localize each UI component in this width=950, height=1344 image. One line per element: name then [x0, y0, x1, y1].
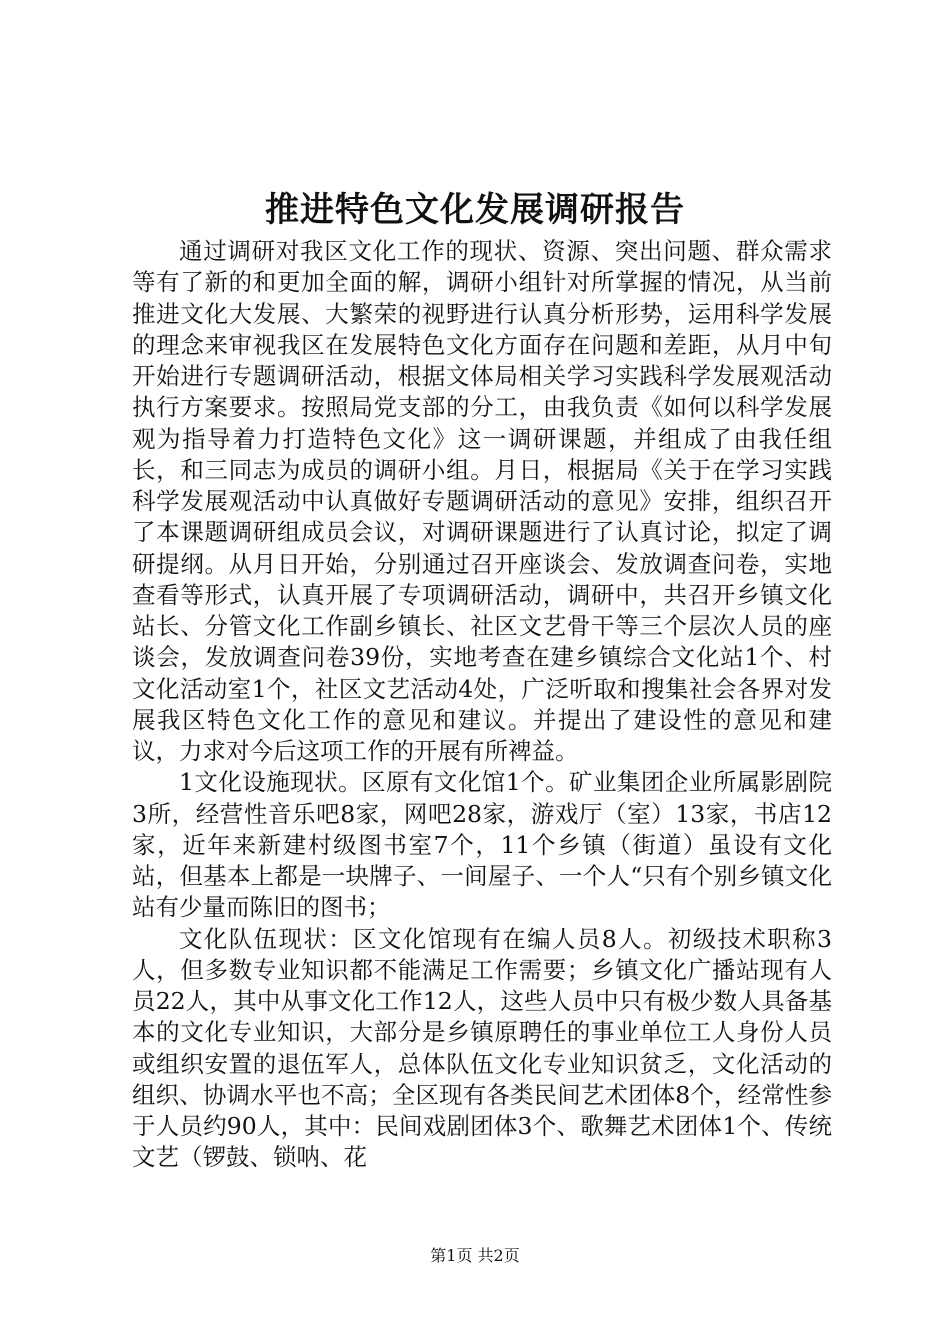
paragraph-intro: 通过调研对我区文化工作的现状、资源、突出问题、群众需求等有了新的和更加全面的解，调研小组针对所掌握的情况，从当前推进文化大发展、大繁荣的视野进行认真分析形势，运用科学发展的理念来审视我区在发展特色文化方面存在问题和差距，从月中旬开始进行专题调研活动，根据文体局相关学习实践科学发展观活动执行方案要求。按照局党支部的分工，由我负责《如何以科学发展观为指导着力打造特色文化》这一调研课题，并组成了由我任组长，和三同志为成员的调研小组。月日，根据局《关于在学习实践科学发展观活动中认真做好专题调研活动的意见》安排，组织召开了本课题调研组成员会议，对调研课题进行了认真讨论，拟定了调研提纲。从月日开始，分别通过召开座谈会、发放调查问卷，实地查看等形式，认真开展了专项调研活动，调研中，共召开乡镇文化站长、分管文化工作副乡镇长、社区文艺骨干等三个层次人员的座谈会，发放调查问卷39份，实地考查在建乡镇综合文化站1个、村文化活动室1个，社区文艺活动4处，广泛听取和搜集社会各界对发展我区特色文化工作的意见和建议。并提出了建设性的意见和建议，力求对今后这项工作的开展有所裨益。	[132, 237, 832, 765]
paragraph-team: 文化队伍现状：区文化馆现有在编人员8人。初级技术职称3人，但多数专业知识都不能满足工作需要；乡镇文化广播站现有人员22人，其中从事文化工作12人，这些人员中只有极少数人具备基本的文化专业知识，大部分是乡镇原聘任的事业单位工人身份人员或组织安置的退伍军人，总体队伍文化专业知识贫乏，文化活动的组织、协调水平也不高；全区现有各类民间艺术团体8个，经常性参于人员约90人，其中：民间戏剧团体3个、歌舞艺术团体1个、传统文艺（锣鼓、锁呐、花	[132, 924, 832, 1172]
document-body	[132, 236, 832, 1174]
page-footer: 第1页 共2页	[430, 1246, 520, 1265]
paragraph-facilities: 1文化设施现状。区原有文化馆1个。矿业集团企业所属影剧院3所，经营性音乐吧8家，网吧28家，游戏厅（室）13家，书店12家，近年来新建村级图书室7个，11个乡镇（街道）虽设有文化站，但基本上都是一块牌子、一间屋子、一个人“只有个别乡镇文化站有少量而陈旧的图书；	[132, 768, 832, 922]
document-title: 推进特色文化发展调研报告	[265, 190, 685, 230]
